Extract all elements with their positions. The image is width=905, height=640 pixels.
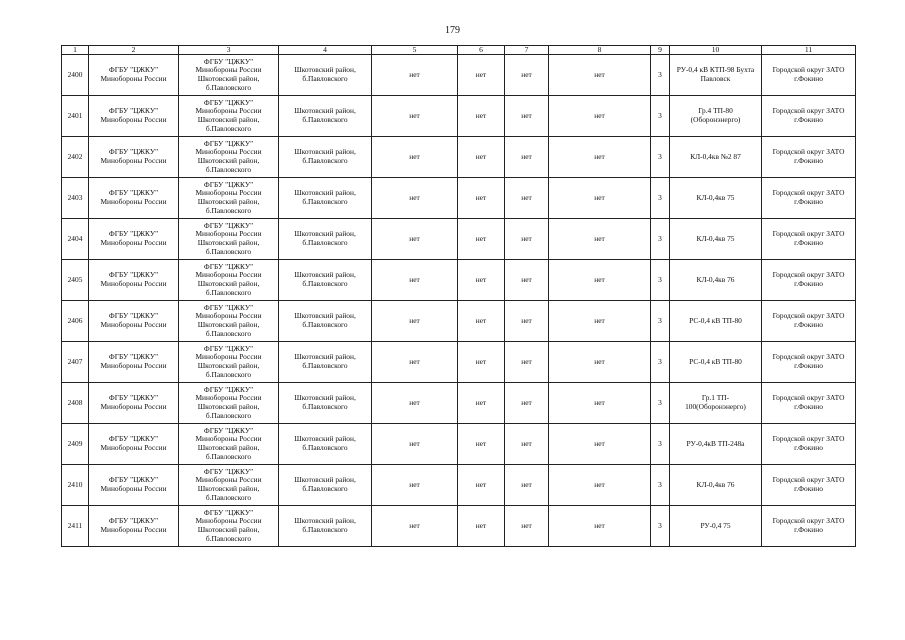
cell-text-line: г.Фокино xyxy=(794,402,823,411)
cell-text-line: Минобороны России xyxy=(195,106,262,116)
cell-text-line: КЛ-0,4кв 76 xyxy=(696,479,735,489)
column-7-cell: нет xyxy=(505,383,549,424)
cell-text-line: б.Павловского xyxy=(302,484,348,493)
cell-text-line: б.Павловского xyxy=(205,246,252,256)
column-6-cell: нет xyxy=(458,301,505,342)
column-8-cell: нет xyxy=(549,301,651,342)
cell-text-line: ФГБУ "ЦЖКУ" xyxy=(203,507,254,517)
column-header: 1 xyxy=(62,46,89,55)
column-header: 3 xyxy=(179,46,279,55)
cell-text-line: г.Фокино xyxy=(794,361,823,370)
row-number-cell: 2403 xyxy=(62,178,89,219)
column-5-cell: нет xyxy=(372,506,458,547)
column-header: 4 xyxy=(279,46,372,55)
table-row xyxy=(62,465,856,506)
owner-cell xyxy=(179,55,279,96)
cell-text-line: б.Павловского xyxy=(302,525,348,534)
power-line-cell xyxy=(670,465,762,506)
column-9-cell: 3 xyxy=(651,178,670,219)
column-6-cell: нет xyxy=(458,342,505,383)
cell-text-line: Шкотовский район, xyxy=(197,320,260,329)
cell-text-line: г.Фокино xyxy=(794,484,823,493)
cell-text-line: ФГБУ "ЦЖКУ" xyxy=(108,229,159,239)
column-7-cell: нет xyxy=(505,55,549,96)
owner-cell xyxy=(179,137,279,178)
location-cell xyxy=(279,55,372,96)
district-cell xyxy=(762,96,856,137)
column-5-cell: нет xyxy=(372,424,458,465)
cell-text-line: б.Павловского xyxy=(302,74,348,83)
column-7-cell: нет xyxy=(505,96,549,137)
location-cell xyxy=(279,137,372,178)
cell-text-line: б.Павловского xyxy=(205,328,252,338)
cell-text-line: б.Павловского xyxy=(205,205,252,215)
cell-text-line: Минобороны России xyxy=(100,279,167,288)
page-number: 179 xyxy=(445,25,460,36)
organization-cell xyxy=(89,178,179,219)
cell-text-line: б.Павловского xyxy=(205,287,252,297)
cell-text-line: г.Фокино xyxy=(794,320,823,329)
power-line-cell xyxy=(670,424,762,465)
cell-text-line: ФГБУ "ЦЖКУ" xyxy=(108,106,159,116)
cell-text-line: Шкотовский район, xyxy=(197,402,260,411)
cell-text-line: ФГБУ "ЦЖКУ" xyxy=(203,466,254,476)
cell-text-line: ФГБУ "ЦЖКУ" xyxy=(108,352,159,362)
column-5-cell: нет xyxy=(372,55,458,96)
row-number-cell: 2411 xyxy=(62,506,89,547)
organization-cell xyxy=(89,424,179,465)
row-number-cell: 2401 xyxy=(62,96,89,137)
organization-cell xyxy=(89,465,179,506)
cell-text-line: Городской округ ЗАТО xyxy=(772,352,845,362)
cell-text-line: б.Павловского xyxy=(302,115,348,124)
power-line-cell xyxy=(670,506,762,547)
table-row xyxy=(62,424,856,465)
location-cell xyxy=(279,424,372,465)
column-5-cell: нет xyxy=(372,260,458,301)
owner-cell xyxy=(179,506,279,547)
column-9-cell: 3 xyxy=(651,342,670,383)
cell-text-line: Городской округ ЗАТО xyxy=(772,65,845,75)
cell-text-line: РС-0,4 кВ ТП-80 xyxy=(689,356,742,366)
district-cell xyxy=(762,465,856,506)
cell-text-line: Городской округ ЗАТО xyxy=(772,475,845,485)
cell-text-line: Минобороны России xyxy=(195,475,262,485)
district-cell xyxy=(762,219,856,260)
cell-text-line: Минобороны России xyxy=(100,402,167,411)
cell-text-line: Городской округ ЗАТО xyxy=(772,188,845,198)
table-row xyxy=(62,301,856,342)
organization-cell xyxy=(89,506,179,547)
column-header: 9 xyxy=(651,46,670,55)
cell-text-line: Минобороны России xyxy=(100,115,167,124)
owner-cell xyxy=(179,301,279,342)
cell-text-line: Минобороны России xyxy=(195,229,262,239)
column-8-cell: нет xyxy=(549,137,651,178)
location-cell xyxy=(279,342,372,383)
cell-text-line: КЛ-0,4кв 75 xyxy=(696,233,735,243)
power-line-cell xyxy=(670,260,762,301)
cell-text-line: г.Фокино xyxy=(794,525,823,534)
column-header: 11 xyxy=(762,46,856,55)
cell-text-line: г.Фокино xyxy=(794,443,823,452)
column-7-cell: нет xyxy=(505,178,549,219)
column-6-cell: нет xyxy=(458,383,505,424)
cell-text-line: Шкотовский район, xyxy=(294,475,356,485)
owner-cell xyxy=(179,96,279,137)
cell-text-line: ФГБУ "ЦЖКУ" xyxy=(203,138,254,148)
owner-cell xyxy=(179,424,279,465)
cell-text-line: Гр.4 ТП-80 xyxy=(698,106,733,116)
cell-text-line: ФГБУ "ЦЖКУ" xyxy=(108,147,159,157)
column-7-cell: нет xyxy=(505,424,549,465)
cell-text-line: ФГБУ "ЦЖКУ" xyxy=(108,311,159,321)
organization-cell xyxy=(89,219,179,260)
cell-text-line: ФГБУ "ЦЖКУ" xyxy=(203,220,254,230)
column-8-cell: нет xyxy=(549,342,651,383)
row-number-cell: 2404 xyxy=(62,219,89,260)
column-8-cell: нет xyxy=(549,424,651,465)
cell-text-line: Шкотовский район, xyxy=(294,188,356,198)
cell-text-line: Минобороны России xyxy=(195,188,262,198)
power-line-cell xyxy=(670,137,762,178)
cell-text-line: б.Павловского xyxy=(302,197,348,206)
cell-text-line: РС-0,4 кВ ТП-80 xyxy=(689,315,742,325)
column-6-cell: нет xyxy=(458,178,505,219)
organization-cell xyxy=(89,55,179,96)
column-6-cell: нет xyxy=(458,506,505,547)
cell-text-line: Шкотовский район, xyxy=(294,270,356,280)
cell-text-line: Городской округ ЗАТО xyxy=(772,516,845,526)
cell-text-line: ФГБУ "ЦЖКУ" xyxy=(108,434,159,444)
table-row xyxy=(62,260,856,301)
cell-text-line: ФГБУ "ЦЖКУ" xyxy=(203,384,254,394)
cell-text-line: б.Павловского xyxy=(205,410,252,420)
column-5-cell: нет xyxy=(372,342,458,383)
cell-text-line: ФГБУ "ЦЖКУ" xyxy=(203,343,254,353)
cell-text-line: Минобороны России xyxy=(100,238,167,247)
cell-text-line: Шкотовский район, xyxy=(197,74,260,83)
district-cell xyxy=(762,424,856,465)
column-9-cell: 3 xyxy=(651,219,670,260)
cell-text-line: Шкотовский район, xyxy=(197,361,260,370)
cell-text-line: г.Фокино xyxy=(794,279,823,288)
cell-text-line: Минобороны России xyxy=(100,361,167,370)
cell-text-line: Шкотовский район, xyxy=(294,106,356,116)
cell-text-line: Павловск xyxy=(700,74,731,83)
row-number-cell: 2410 xyxy=(62,465,89,506)
column-8-cell: нет xyxy=(549,55,651,96)
cell-text-line: Шкотовский район, xyxy=(197,443,260,452)
district-cell xyxy=(762,383,856,424)
district-cell xyxy=(762,178,856,219)
cell-text-line: Шкотовский район, xyxy=(197,484,260,493)
cell-text-line: г.Фокино xyxy=(794,238,823,247)
cell-text-line: Городской округ ЗАТО xyxy=(772,434,845,444)
column-header: 7 xyxy=(505,46,549,55)
cell-text-line: Шкотовский район, xyxy=(197,279,260,288)
cell-text-line: Минобороны России xyxy=(195,270,262,280)
location-cell xyxy=(279,260,372,301)
cell-text-line: Минобороны России xyxy=(195,147,262,157)
column-8-cell: нет xyxy=(549,506,651,547)
cell-text-line: Городской округ ЗАТО xyxy=(772,147,845,157)
row-number-cell: 2405 xyxy=(62,260,89,301)
cell-text-line: ФГБУ "ЦЖКУ" xyxy=(108,516,159,526)
cell-text-line: Шкотовский район, xyxy=(294,393,356,403)
registry-table xyxy=(61,45,856,547)
power-line-cell xyxy=(670,219,762,260)
table-row xyxy=(62,342,856,383)
cell-text-line: Шкотовский район, xyxy=(294,147,356,157)
column-9-cell: 3 xyxy=(651,55,670,96)
district-cell xyxy=(762,55,856,96)
column-9-cell: 3 xyxy=(651,506,670,547)
cell-text-line: Минобороны России xyxy=(100,156,167,165)
cell-text-line: ФГБУ "ЦЖКУ" xyxy=(203,97,254,107)
cell-text-line: г.Фокино xyxy=(794,156,823,165)
cell-text-line: Шкотовский район, xyxy=(197,238,260,247)
column-header: 2 xyxy=(89,46,179,55)
owner-cell xyxy=(179,465,279,506)
column-6-cell: нет xyxy=(458,219,505,260)
cell-text-line: РУ-0,4кВ ТП-248а xyxy=(686,438,745,448)
cell-text-line: ФГБУ "ЦЖКУ" xyxy=(108,188,159,198)
column-7-cell: нет xyxy=(505,506,549,547)
cell-text-line: Минобороны России xyxy=(100,443,167,452)
cell-text-line: Шкотовский район, xyxy=(294,434,356,444)
cell-text-line: б.Павловского xyxy=(205,533,252,543)
cell-text-line: Шкотовский район, xyxy=(294,311,356,321)
cell-text-line: б.Павловского xyxy=(302,402,348,411)
cell-text-line: Шкотовский район, xyxy=(294,229,356,239)
cell-text-line: б.Павловского xyxy=(302,443,348,452)
cell-text-line: ФГБУ "ЦЖКУ" xyxy=(203,56,254,66)
table-row xyxy=(62,506,856,547)
organization-cell xyxy=(89,260,179,301)
cell-text-line: б.Павловского xyxy=(302,361,348,370)
district-cell xyxy=(762,506,856,547)
cell-text-line: Шкотовский район, xyxy=(294,65,356,75)
cell-text-line: Шкотовский район, xyxy=(197,197,260,206)
column-9-cell: 3 xyxy=(651,424,670,465)
cell-text-line: Шкотовский район, xyxy=(197,525,260,534)
column-5-cell: нет xyxy=(372,96,458,137)
district-cell xyxy=(762,137,856,178)
table-row xyxy=(62,383,856,424)
column-5-cell: нет xyxy=(372,178,458,219)
column-6-cell: нет xyxy=(458,424,505,465)
organization-cell xyxy=(89,383,179,424)
cell-text-line: Городской округ ЗАТО xyxy=(772,229,845,239)
row-number-cell: 2406 xyxy=(62,301,89,342)
table-row xyxy=(62,219,856,260)
cell-text-line: б.Павловского xyxy=(205,451,252,461)
cell-text-line: б.Павловского xyxy=(205,123,252,133)
owner-cell xyxy=(179,178,279,219)
column-7-cell: нет xyxy=(505,301,549,342)
cell-text-line: (Оборонэнерго) xyxy=(690,115,741,124)
cell-text-line: Минобороны России xyxy=(195,65,262,75)
cell-text-line: РУ-0,4 75 xyxy=(700,520,731,530)
column-7-cell: нет xyxy=(505,260,549,301)
cell-text-line: Городской округ ЗАТО xyxy=(772,311,845,321)
column-header: 5 xyxy=(372,46,458,55)
column-9-cell: 3 xyxy=(651,260,670,301)
cell-text-line: б.Павловского xyxy=(205,492,252,502)
column-8-cell: нет xyxy=(549,383,651,424)
column-9-cell: 3 xyxy=(651,301,670,342)
cell-text-line: ФГБУ "ЦЖКУ" xyxy=(108,393,159,403)
column-8-cell: нет xyxy=(549,465,651,506)
cell-text-line: 100(Оборонэнерго) xyxy=(685,402,746,411)
cell-text-line: г.Фокино xyxy=(794,115,823,124)
column-5-cell: нет xyxy=(372,137,458,178)
table-row xyxy=(62,137,856,178)
column-8-cell: нет xyxy=(549,178,651,219)
row-number-cell: 2408 xyxy=(62,383,89,424)
cell-text-line: ФГБУ "ЦЖКУ" xyxy=(203,261,254,271)
owner-cell xyxy=(179,219,279,260)
district-cell xyxy=(762,342,856,383)
cell-text-line: б.Павловского xyxy=(205,369,252,379)
cell-text-line: Городской округ ЗАТО xyxy=(772,106,845,116)
cell-text-line: ФГБУ "ЦЖКУ" xyxy=(203,302,254,312)
column-9-cell: 3 xyxy=(651,383,670,424)
cell-text-line: Городской округ ЗАТО xyxy=(772,393,845,403)
district-cell xyxy=(762,260,856,301)
cell-text-line: Минобороны России xyxy=(100,484,167,493)
cell-text-line: Шкотовский район, xyxy=(294,516,356,526)
cell-text-line: б.Павловского xyxy=(302,238,348,247)
district-cell xyxy=(762,301,856,342)
cell-text-line: ФГБУ "ЦЖКУ" xyxy=(108,270,159,280)
row-number-cell: 2409 xyxy=(62,424,89,465)
column-9-cell: 3 xyxy=(651,137,670,178)
cell-text-line: ФГБУ "ЦЖКУ" xyxy=(203,425,254,435)
column-8-cell: нет xyxy=(549,96,651,137)
cell-text-line: б.Павловского xyxy=(205,82,252,92)
cell-text-line: Минобороны России xyxy=(100,525,167,534)
owner-cell xyxy=(179,342,279,383)
header-row xyxy=(62,46,856,55)
cell-text-line: г.Фокино xyxy=(794,74,823,83)
column-8-cell: нет xyxy=(549,260,651,301)
cell-text-line: КЛ-0,4кв №2 87 xyxy=(690,151,741,161)
cell-text-line: Минобороны России xyxy=(100,197,167,206)
column-6-cell: нет xyxy=(458,465,505,506)
power-line-cell xyxy=(670,301,762,342)
column-7-cell: нет xyxy=(505,137,549,178)
cell-text-line: КЛ-0,4кв 76 xyxy=(696,274,735,284)
location-cell xyxy=(279,178,372,219)
organization-cell xyxy=(89,301,179,342)
cell-text-line: Шкотовский район, xyxy=(197,156,260,165)
cell-text-line: Минобороны России xyxy=(195,393,262,403)
cell-text-line: Минобороны России xyxy=(195,352,262,362)
column-6-cell: нет xyxy=(458,137,505,178)
cell-text-line: б.Павловского xyxy=(302,320,348,329)
cell-text-line: Минобороны России xyxy=(100,74,167,83)
location-cell xyxy=(279,301,372,342)
cell-text-line: Минобороны России xyxy=(195,311,262,321)
column-7-cell: нет xyxy=(505,219,549,260)
cell-text-line: б.Павловского xyxy=(302,279,348,288)
cell-text-line: г.Фокино xyxy=(794,197,823,206)
power-line-cell xyxy=(670,55,762,96)
column-6-cell: нет xyxy=(458,96,505,137)
cell-text-line: КЛ-0,4кв 75 xyxy=(696,192,735,202)
row-number-cell: 2407 xyxy=(62,342,89,383)
column-5-cell: нет xyxy=(372,301,458,342)
cell-text-line: ФГБУ "ЦЖКУ" xyxy=(108,475,159,485)
power-line-cell xyxy=(670,96,762,137)
power-line-cell xyxy=(670,342,762,383)
location-cell xyxy=(279,219,372,260)
cell-text-line: Шкотовский район, xyxy=(197,115,260,124)
table-body xyxy=(62,55,856,547)
table-row xyxy=(62,178,856,219)
column-6-cell: нет xyxy=(458,55,505,96)
location-cell xyxy=(279,96,372,137)
column-7-cell: нет xyxy=(505,465,549,506)
column-8-cell: нет xyxy=(549,219,651,260)
cell-text-line: Минобороны России xyxy=(195,434,262,444)
cell-text-line: ФГБУ "ЦЖКУ" xyxy=(203,179,254,189)
column-header: 6 xyxy=(458,46,505,55)
cell-text-line: Гр.1 ТП- xyxy=(701,393,730,403)
cell-text-line: б.Павловского xyxy=(205,164,252,174)
organization-cell xyxy=(89,137,179,178)
cell-text-line: Минобороны России xyxy=(100,320,167,329)
column-6-cell: нет xyxy=(458,260,505,301)
column-9-cell: 3 xyxy=(651,465,670,506)
owner-cell xyxy=(179,260,279,301)
column-7-cell: нет xyxy=(505,342,549,383)
column-header: 10 xyxy=(670,46,762,55)
row-number-cell: 2402 xyxy=(62,137,89,178)
table-row xyxy=(62,96,856,137)
location-cell xyxy=(279,506,372,547)
column-header: 8 xyxy=(549,46,651,55)
organization-cell xyxy=(89,96,179,137)
location-cell xyxy=(279,383,372,424)
table-row xyxy=(62,55,856,96)
column-5-cell: нет xyxy=(372,465,458,506)
row-number-cell: 2400 xyxy=(62,55,89,96)
organization-cell xyxy=(89,342,179,383)
location-cell xyxy=(279,465,372,506)
cell-text-line: ФГБУ "ЦЖКУ" xyxy=(108,65,159,75)
cell-text-line: Городской округ ЗАТО xyxy=(772,270,845,280)
power-line-cell xyxy=(670,383,762,424)
column-9-cell: 3 xyxy=(651,96,670,137)
owner-cell xyxy=(179,383,279,424)
cell-text-line: Шкотовский район, xyxy=(294,352,356,362)
cell-text-line: б.Павловского xyxy=(302,156,348,165)
column-5-cell: нет xyxy=(372,383,458,424)
column-5-cell: нет xyxy=(372,219,458,260)
cell-text-line: Минобороны России xyxy=(195,516,262,526)
cell-text-line: РУ-0,4 кВ КТП-98 Бухта xyxy=(676,65,755,75)
power-line-cell xyxy=(670,178,762,219)
